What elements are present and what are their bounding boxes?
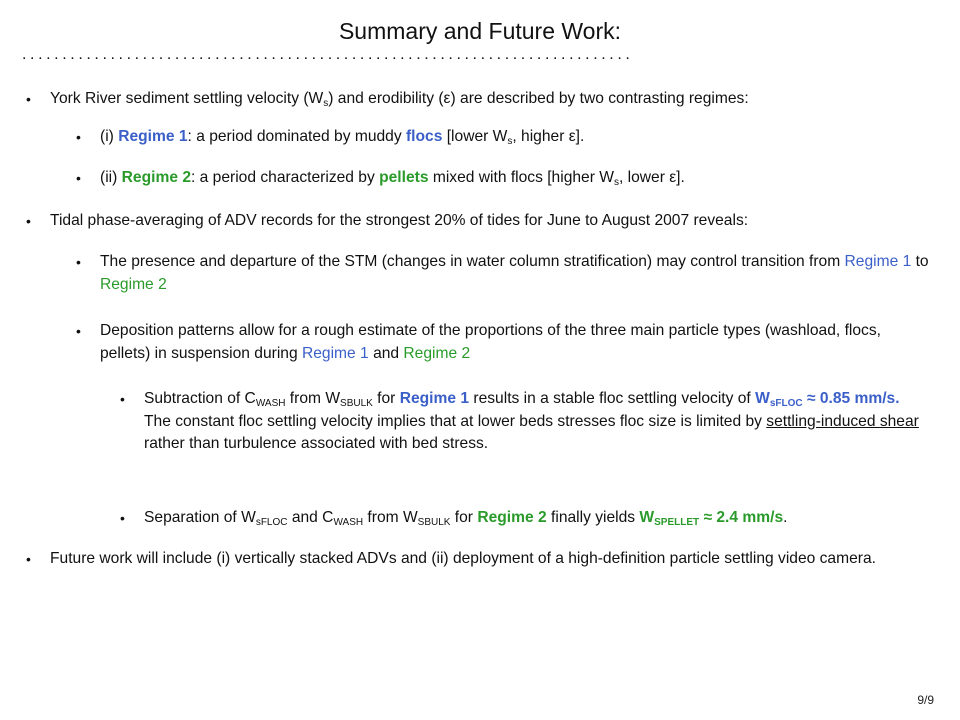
- text: results in a stable floc settling velocity of: [469, 390, 756, 407]
- text: , lower ε].: [618, 169, 685, 186]
- flocs-label: flocs: [405, 128, 443, 145]
- text: , higher ε].: [512, 128, 585, 145]
- subscript: SBULK: [340, 398, 373, 409]
- text: [lower W: [442, 128, 508, 145]
- text: mixed with flocs [higher W: [428, 169, 614, 186]
- bullet-regimes: [26, 88, 930, 111]
- floc-velocity-value: ≈ 0.85 mm/s.: [802, 390, 900, 407]
- subscript: WASH: [333, 517, 364, 528]
- subscript: s: [507, 136, 513, 147]
- bullet-deposition: [76, 320, 930, 365]
- text: .: [783, 509, 788, 526]
- text: rather than turbulence associated with bed stress.: [144, 435, 489, 452]
- regime-1-label: Regime 1: [118, 128, 188, 145]
- text: : a period dominated by muddy: [187, 128, 406, 145]
- regime-1-label: Regime 1: [301, 344, 369, 362]
- text: York River sediment settling velocity (W: [50, 90, 324, 107]
- bullet-mark: •: [76, 254, 81, 270]
- bullet-mark: •: [76, 129, 81, 145]
- subscript: SBULK: [417, 517, 451, 528]
- regime-1-label: Regime 1: [844, 253, 912, 270]
- bullet-subtraction: [120, 388, 930, 456]
- text: Future work will include (i) vertically stacked ADVs and (ii) deployment of a high-definition particle settling video camera.: [50, 550, 876, 567]
- page-number: 9/9: [917, 693, 934, 707]
- pellets-label: pellets: [379, 169, 429, 186]
- regime-2-label: Regime 2: [477, 509, 547, 526]
- bullet-regime-2: [76, 167, 930, 190]
- w-symbol: W: [639, 509, 655, 526]
- bullet-regime-1: [76, 126, 930, 149]
- subscript: s: [323, 98, 329, 109]
- bullet-stm: [76, 251, 930, 296]
- bullet-tidal-averaging: [26, 210, 930, 233]
- bullet-mark: •: [26, 91, 31, 107]
- bullet-mark: •: [26, 551, 31, 567]
- bullet-mark: •: [26, 213, 31, 229]
- subscript: sFLOC: [769, 398, 803, 409]
- pellet-velocity-value: ≈ 2.4 mm/s: [699, 509, 784, 526]
- text: from W: [363, 509, 418, 526]
- bullet-mark: •: [120, 510, 125, 526]
- text: (i): [100, 128, 119, 145]
- underlined-term: settling-induced shear: [766, 412, 919, 430]
- subscript: SPELLET: [654, 517, 700, 528]
- regime-2-label: Regime 2: [403, 344, 471, 362]
- slide-title: Summary and Future Work:: [338, 18, 622, 44]
- subscript: WASH: [255, 398, 286, 409]
- bullet-separation: [120, 507, 930, 530]
- text: for: [450, 509, 478, 526]
- text: The presence and departure of the STM (changes in water column stratification) may control transition from: [100, 253, 845, 270]
- text: and C: [287, 509, 334, 526]
- text: to: [911, 253, 929, 270]
- text: for: [372, 390, 400, 407]
- bullet-mark: •: [76, 323, 81, 339]
- dotted-divider: ............................................................................: [22, 49, 634, 61]
- bullet-mark: •: [76, 170, 81, 186]
- bullet-mark: •: [120, 391, 125, 407]
- text: Separation of W: [144, 509, 256, 526]
- regime-1-label: Regime 1: [399, 390, 470, 407]
- subscript: s: [613, 177, 619, 188]
- text: Subtraction of C: [144, 390, 256, 407]
- bullet-future-work: [26, 548, 930, 571]
- text: Deposition patterns allow for a rough estimate of the proportions of the three main particle types (washload, flocs, pellets) in suspension during: [100, 322, 881, 362]
- w-symbol: W: [755, 390, 770, 407]
- text: : a period characterized by: [191, 169, 380, 186]
- regime-2-label: Regime 2: [100, 275, 167, 293]
- text: Tidal phase-averaging of ADV records for the strongest 20% of tides for June to August 2007 reveals:: [50, 212, 749, 229]
- text: finally yields: [546, 509, 640, 526]
- text: from W: [285, 390, 341, 407]
- text: The constant floc settling velocity implies that at lower beds stresses floc size is limited by: [144, 412, 767, 430]
- text: and: [368, 344, 404, 362]
- text: (ii): [100, 169, 122, 186]
- text: ) and erodibility (ε) are described by two contrasting regimes:: [328, 90, 749, 107]
- subscript: sFLOC: [255, 517, 288, 528]
- regime-2-label: Regime 2: [121, 169, 191, 186]
